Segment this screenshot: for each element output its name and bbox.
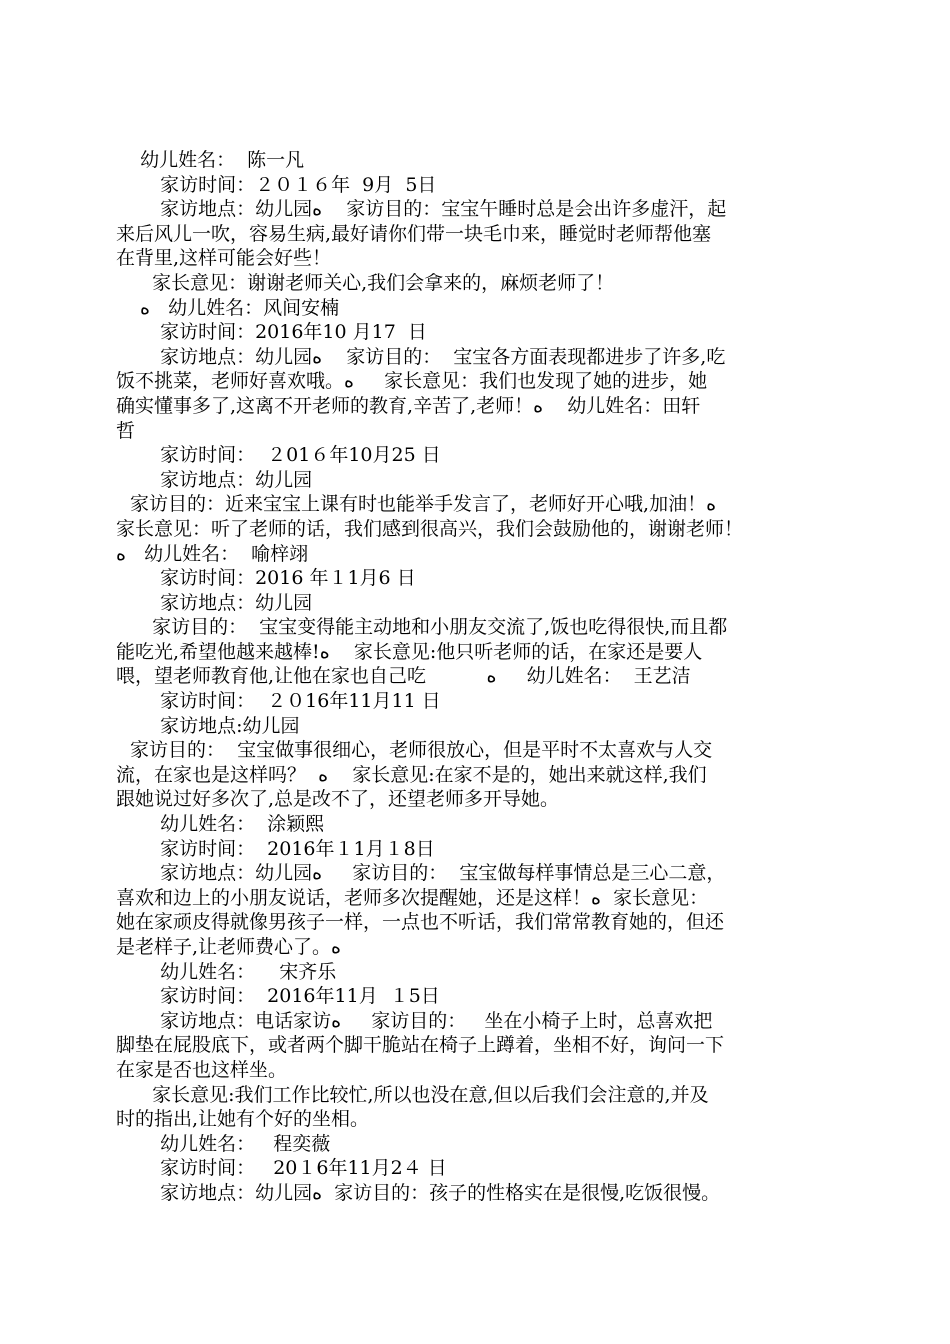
document-body	[116, 148, 844, 1206]
text-line: ﻩ 幼儿姓名： 喻梓翊	[116, 542, 309, 565]
text-line: 家访地点：幼儿园ﻩ 家访目的： 宝宝各方面表现都进步了许多,吃	[148, 345, 726, 368]
text-line: 在背里,这样可能会好些！	[116, 247, 332, 270]
text-line: 家访时间：2016年10 月17 日	[148, 321, 427, 344]
text-line: 家访时间： 2016年11月 １5日	[148, 985, 440, 1008]
text-line: 家访时间： ２01６年10月25 日	[148, 444, 441, 467]
text-line: 家长意见:我们工作比较忙,所以也没在意,但以后我们会注意的,并及	[140, 1083, 709, 1106]
text-line: 家长意见：谢谢老师关心,我们会拿来的，麻烦老师了！	[140, 271, 615, 294]
text-line: 家访时间： ２０16年11月11 日	[148, 690, 441, 713]
text-line: 跟她说过好多次了,总是改不了，还望老师多开导她。	[116, 788, 560, 811]
text-line: 幼儿姓名： 陈一凡	[128, 149, 305, 171]
text-line: 喂，望老师教育他,让他在家也自己吃 ﻩ 幼儿姓名： 王艺洁	[116, 665, 691, 688]
text-line: 家访地点：电话家访ﻩ 家访目的： 坐在小椅子上时，总喜欢把	[148, 1009, 713, 1032]
text-line: 家访地点:幼儿园	[148, 714, 300, 737]
text-line: 脚垫在屁股底下，或者两个脚干脆站在椅子上蹲着，坐相不好，询问一下	[116, 1034, 725, 1057]
text-line: 家访目的： 宝宝变得能主动地和小朋友交流了,饭也吃得很快,而且都	[140, 616, 728, 639]
text-line: 喜欢和边上的小朋友说话，老师多次提醒她，还是这样！ﻩ 家长意见：	[116, 886, 709, 909]
text-line: 幼儿姓名： 宋齐乐	[148, 960, 337, 983]
text-line: 哲	[116, 419, 136, 442]
text-line: 家访地点：幼儿园ﻩ 家访目的：宝宝午睡时总是会出许多虚汗，起	[148, 198, 727, 221]
text-line: 家长意见：听了老师的话，我们感到很高兴，我们会鼓励他的，谢谢老师！	[116, 517, 744, 540]
text-line: 家访时间：2016 年１1月6 日	[148, 567, 416, 590]
text-line: 家访目的：近来宝宝上课有时也能举手发言了，老师好开心哦,加油！ﻩ	[124, 493, 717, 516]
text-line: 家访地点：幼儿园ﻩ 家访目的： 宝宝做每样事情总是三心二意，	[148, 862, 726, 885]
text-line: 家访地点：幼儿园ﻩ 家访目的：孩子的性格实在是很慢,吃饭很慢。	[148, 1181, 721, 1204]
text-line: 能吃光,希望他越来越棒!ﻩ 家长意见:他只听老师的话，在家还是要人	[116, 640, 703, 663]
text-line: 家访地点：幼儿园	[148, 591, 313, 614]
text-line: 确实懂事多了,这离不开老师的教育,辛苦了,老师！ﻩ 幼儿姓名：田轩	[116, 394, 701, 417]
text-line: 家访时间： 2016年１1月１8日	[148, 837, 435, 860]
text-line: 幼儿姓名： 程奕薇	[148, 1132, 331, 1155]
text-line: 她在家顽皮得就像男孩子一样，一点也不听话，我们常常教育她的，但还	[116, 911, 725, 934]
text-line: 家访时间：２０１６年 9月 5日	[148, 173, 437, 196]
text-line: 流，在家也是这样吗？ ﻩ 家长意见:在家不是的，她出来就这样,我们	[116, 763, 707, 786]
text-line: 饭不挑菜，老师好喜欢哦。ﻩ 家长意见：我们也发现了她的进步，她	[116, 370, 708, 393]
text-line: 是老样子,让老师费心了。ﻩ	[116, 936, 342, 958]
text-line: 来后风儿一吹，容易生病,最好请你们带一块毛巾来，睡觉时老师帮他塞	[116, 222, 712, 245]
text-line: 家访时间： 20１6年11月2４ 日	[148, 1157, 447, 1180]
text-line: ﻩ 幼儿姓名：风间安楠	[140, 296, 340, 319]
text-line: 时的指出,让她有个好的坐相。	[116, 1108, 370, 1131]
text-line: 在家是否也这样坐。	[116, 1058, 288, 1081]
text-line: 幼儿姓名： 涂颖熙	[148, 813, 325, 836]
text-line: 家访目的： 宝宝做事很细心，老师很放心，但是平时不太喜欢与人交	[124, 739, 713, 762]
text-line: 家访地点：幼儿园	[148, 468, 313, 491]
